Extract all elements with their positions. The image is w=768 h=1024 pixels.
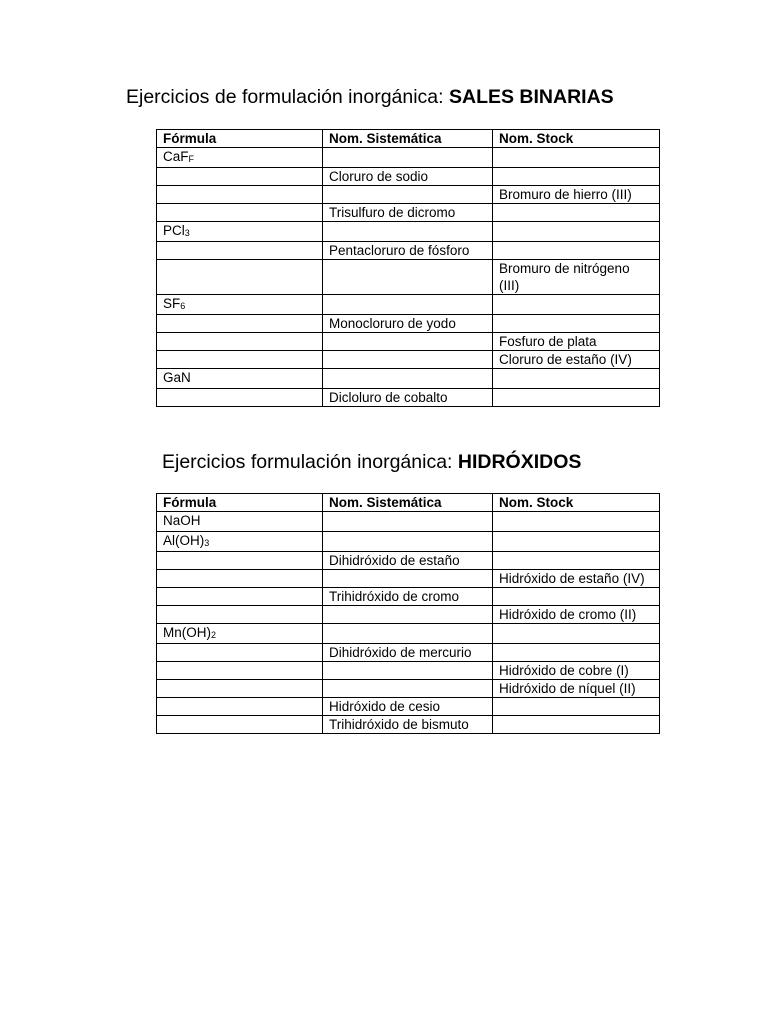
formula-subscript: 6 [180,301,186,311]
cell-sistematica[interactable] [323,260,493,295]
formula-subscript: 2 [211,630,217,640]
cell-sistematica[interactable] [323,222,493,242]
cell-sistematica[interactable] [323,186,493,204]
cell-stock[interactable] [493,588,660,606]
cell-formula[interactable] [157,698,323,716]
table-row [157,295,660,315]
cell-sistematica[interactable] [323,295,493,315]
cell-stock[interactable]: Bromuro de hierro (III) [493,186,660,204]
table-row [157,168,660,186]
sales-table-body [157,148,660,407]
cell-formula[interactable] [157,260,323,295]
table-header-row [157,130,660,148]
cell-formula[interactable] [157,315,323,333]
cell-sistematica[interactable]: Pentacloruro de fósforo [323,242,493,260]
formula-text: SF [163,296,181,311]
cell-sistematica[interactable] [323,680,493,698]
cell-formula[interactable] [157,570,323,588]
table-row [157,624,660,644]
cell-stock[interactable] [493,369,660,389]
cell-formula[interactable] [157,389,323,407]
cell-stock[interactable] [493,552,660,570]
formula-text: CaF [163,149,189,164]
table-row [157,333,660,351]
cell-sistematica[interactable] [323,351,493,369]
cell-formula[interactable] [157,606,323,624]
cell-stock[interactable] [493,148,660,168]
formula-text: NaOH [163,513,201,528]
table-row [157,716,660,734]
cell-formula[interactable] [157,644,323,662]
table-row [157,680,660,698]
cell-stock[interactable] [493,168,660,186]
formula-text: Mn(OH) [163,625,211,640]
table-row [157,369,660,389]
header-formula: Fórmula [157,130,323,148]
cell-formula[interactable] [157,242,323,260]
table-row [157,512,660,532]
cell-sistematica[interactable] [323,148,493,168]
cell-formula[interactable] [157,552,323,570]
table-row [157,242,660,260]
cell-sistematica[interactable]: Cloruro de sodio [323,168,493,186]
cell-sistematica[interactable]: Hidróxido de cesio [323,698,493,716]
formula-text: PCl [163,223,185,238]
table-row [157,570,660,588]
table-header-row [157,494,660,512]
header-formula: Fórmula [157,494,323,512]
table-row [157,644,660,662]
formula-text: GaN [163,370,191,385]
cell-formula[interactable] [157,333,323,351]
table-row [157,222,660,242]
cell-formula[interactable] [157,295,323,315]
formula-subscript: 3 [184,228,190,238]
cell-formula[interactable] [157,222,323,242]
table-row [157,389,660,407]
cell-sistematica[interactable] [323,532,493,552]
cell-sistematica[interactable]: Dihidróxido de mercurio [323,644,493,662]
sales-title-bold: SALES BINARIAS [449,86,614,108]
formula-subscript: F [188,154,195,164]
sales-title [126,88,614,108]
hidroxidos-table-body [157,512,660,734]
cell-sistematica[interactable] [323,369,493,389]
cell-sistematica[interactable]: Dicloluro de cobalto [323,389,493,407]
table-row [157,186,660,204]
cell-sistematica[interactable]: Trihidróxido de bismuto [323,716,493,734]
cell-formula[interactable] [157,168,323,186]
cell-sistematica[interactable]: Trisulfuro de dicromo [323,204,493,222]
cell-sistematica[interactable]: Monocloruro de yodo [323,315,493,333]
cell-stock[interactable]: Cloruro de estaño (IV) [493,351,660,369]
table-row [157,204,660,222]
cell-formula[interactable] [157,532,323,552]
header-sistematica: Nom. Sistemática [323,130,493,148]
cell-stock[interactable] [493,698,660,716]
header-sistematica: Nom. Sistemática [323,494,493,512]
cell-formula[interactable] [157,512,323,532]
cell-stock[interactable] [493,644,660,662]
cell-formula[interactable] [157,588,323,606]
table-row [157,315,660,333]
cell-sistematica[interactable] [323,570,493,588]
cell-sistematica[interactable] [323,512,493,532]
cell-formula[interactable] [157,351,323,369]
cell-sistematica[interactable] [323,333,493,351]
cell-formula[interactable] [157,204,323,222]
cell-stock[interactable] [493,315,660,333]
cell-sistematica[interactable] [323,624,493,644]
cell-formula[interactable] [157,369,323,389]
table-row [157,698,660,716]
cell-formula[interactable] [157,148,323,168]
table-row [157,662,660,680]
cell-formula[interactable] [157,186,323,204]
cell-stock[interactable] [493,242,660,260]
cell-stock[interactable] [493,222,660,242]
cell-stock[interactable] [493,295,660,315]
formula-subscript: 3 [204,538,210,548]
table-row [157,588,660,606]
cell-formula[interactable] [157,662,323,680]
hidroxidos-title-bold: HIDRÓXIDOS [457,451,582,473]
cell-stock[interactable]: Hidróxido de níquel (II) [493,680,660,698]
header-stock: Nom. Stock [493,494,660,512]
hidroxidos-table [156,493,660,734]
cell-formula[interactable] [157,680,323,698]
cell-stock[interactable] [493,624,660,644]
table-row [157,148,660,168]
header-stock: Nom. Stock [493,130,660,148]
cell-stock[interactable] [493,204,660,222]
cell-stock[interactable] [493,716,660,734]
table-row [157,532,660,552]
cell-sistematica[interactable]: Dihidróxido de estaño [323,552,493,570]
hidroxidos-title [162,453,581,473]
sales-title-prefix: Ejercicios de formulación inorgánica: [126,86,449,108]
cell-formula[interactable] [157,624,323,644]
formula-text: Al(OH) [163,533,205,548]
cell-formula[interactable] [157,716,323,734]
cell-sistematica[interactable]: Trihidróxido de cromo [323,588,493,606]
table-row [157,351,660,369]
cell-stock[interactable] [493,512,660,532]
cell-stock[interactable]: Hidróxido de cromo (II) [493,606,660,624]
table-row [157,260,660,295]
cell-stock[interactable]: Hidróxido de cobre (I) [493,662,660,680]
cell-sistematica[interactable] [323,606,493,624]
cell-stock[interactable] [493,532,660,552]
cell-sistematica[interactable] [323,662,493,680]
table-row [157,606,660,624]
hidroxidos-title-prefix: Ejercicios formulación inorgánica: [162,451,458,473]
sales-table [156,129,660,407]
cell-stock[interactable] [493,389,660,407]
cell-stock[interactable]: Bromuro de nitrógeno (III) [493,260,660,295]
cell-stock[interactable]: Fosfuro de plata [493,333,660,351]
cell-stock[interactable]: Hidróxido de estaño (IV) [493,570,660,588]
table-row [157,552,660,570]
